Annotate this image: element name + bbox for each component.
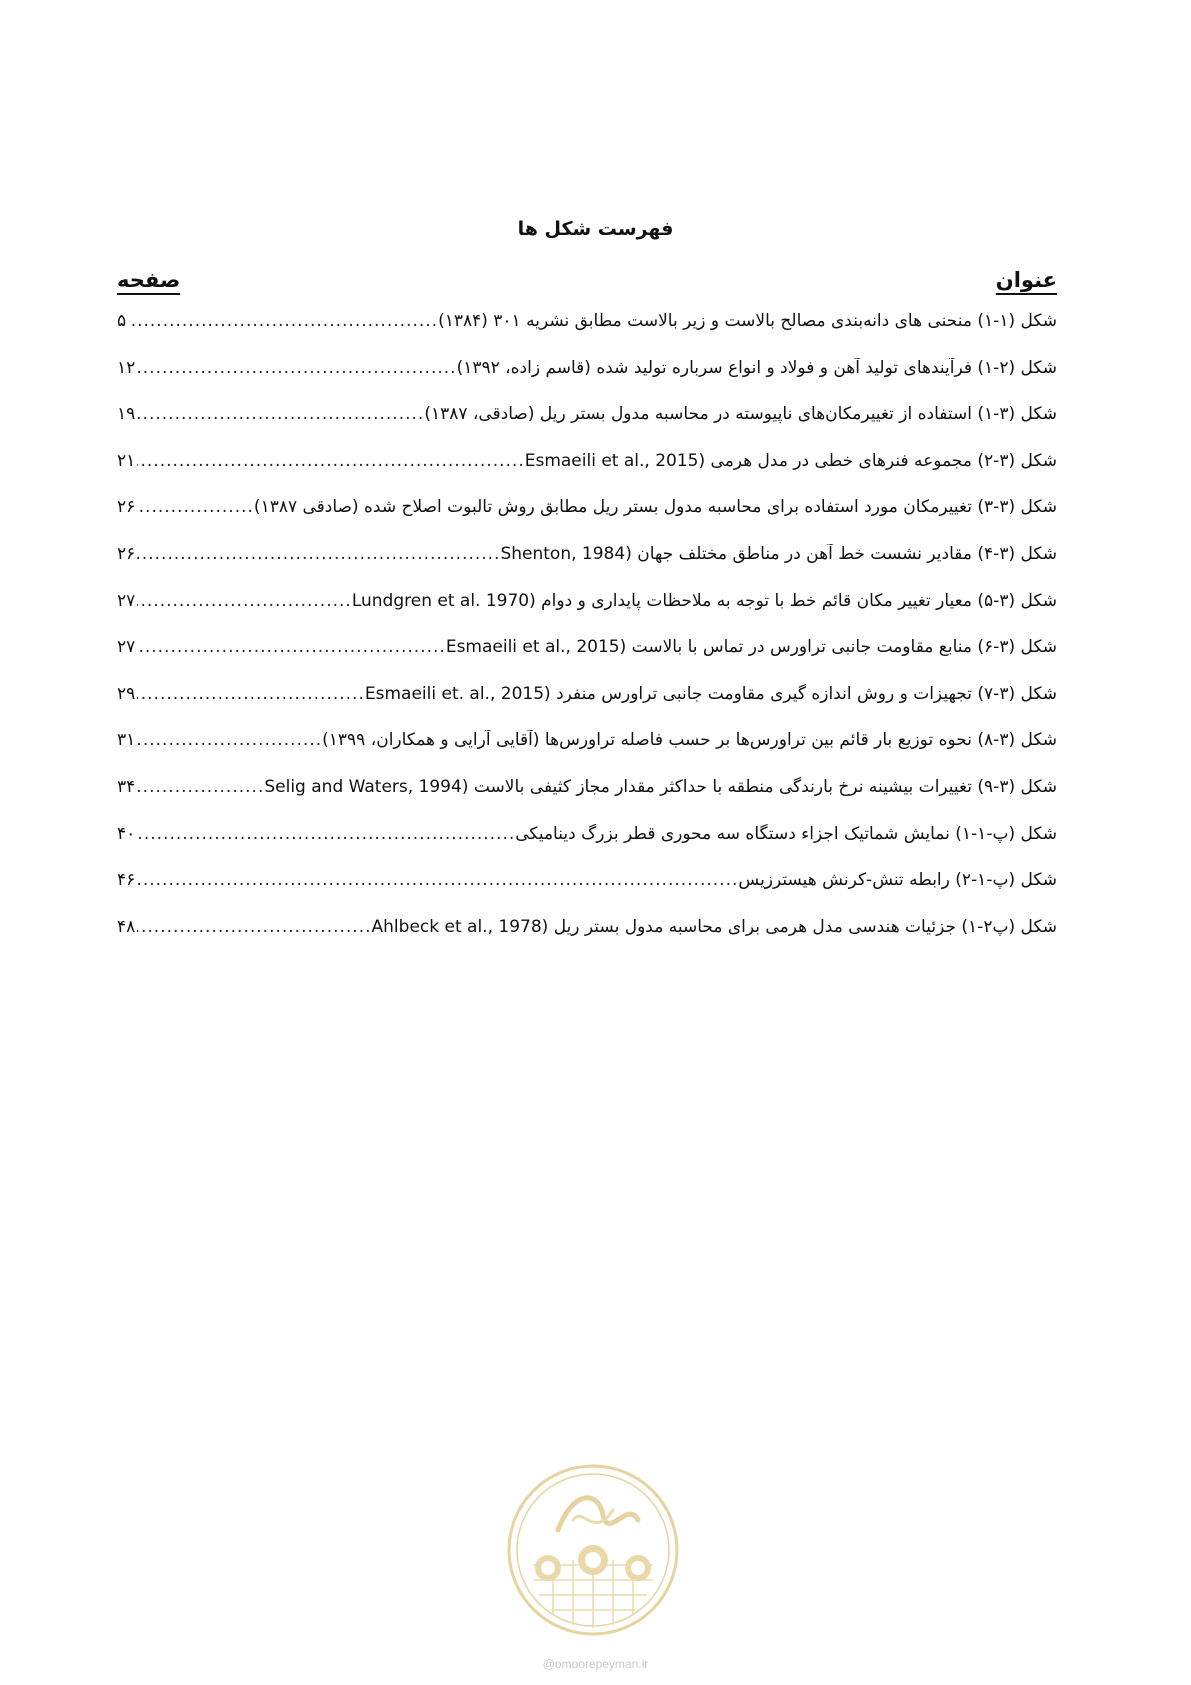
- toc-entry-page: ۱۲: [117, 357, 136, 378]
- toc-entry-title: شکل (پ-۱-۲) رابطه تنش-کرنش هیسترزیس: [738, 870, 1057, 891]
- dot-leader: [137, 824, 515, 844]
- toc-entry-page: ۳۱: [117, 730, 136, 751]
- toc-entry[interactable]: [117, 777, 1057, 824]
- toc-entry-title: شکل (۱-۱) منحنی های دانه‌بندی مصالح بالاست و زیر بالاست مطابق نشریه ۳۰۱ (۱۳۸۴): [438, 311, 1057, 331]
- toc-entry-page: ۲۶: [117, 497, 136, 518]
- toc-entry[interactable]: [117, 637, 1057, 684]
- watermark-site-text: @omoorepeyman.ir: [542, 1657, 649, 1671]
- toc-entry[interactable]: [117, 451, 1057, 498]
- dot-leader: [137, 684, 365, 704]
- toc-entry-title: شکل (۳-۱) استفاده از تغییرمکان‌های ناپیوسته در محاسبه مدول بستر ریل (صادقی، ۱۳۸۷): [424, 404, 1057, 425]
- toc-entry[interactable]: [117, 497, 1057, 544]
- toc-entry-title: شکل (۳-۴) مقادیر نشست خط آهن در مناطق مختلف جهان (Shenton, 1984: [500, 543, 1057, 564]
- toc-entry-page: ۲۹: [117, 683, 136, 704]
- toc-entry-title: شکل (۳-۲) مجموعه فنرهای خطی در مدل هرمی (Esmaeili et al., 2015: [524, 450, 1057, 471]
- toc-entry-title: شکل (۳-۳) تغییرمکان مورد استفاده برای محاسبه مدول بستر ریل مطابق روش تالبوت اصلاح شده (صادقی ۱۳۸۷): [253, 497, 1057, 518]
- toc-entry-page: ۲۷: [117, 637, 136, 658]
- dot-leader: [137, 777, 264, 797]
- dot-leader: [137, 870, 738, 890]
- dot-leader: [137, 544, 500, 564]
- toc-entry-page: ۴۸: [117, 916, 136, 937]
- dot-leader: [128, 311, 438, 331]
- toc-entry-title: شکل (۳-۶) منابع مقاومت جانبی تراورس در تماس با بالاست (Esmaeili et al., 2015: [445, 637, 1057, 658]
- toc-entry-title: شکل (۳-۵) معیار تغییر مکان قائم خط با توجه به ملاحظات پایداری و دوام (Lundgren et al. 1970: [351, 590, 1057, 611]
- toc-entry-page: ۲۷: [117, 590, 136, 611]
- dot-leader: [137, 591, 352, 611]
- toc-entry[interactable]: [117, 404, 1057, 451]
- toc-entry[interactable]: [117, 358, 1057, 405]
- toc-entry-title: شکل (۳-۸) نحوه توزیع بار قائم بین تراورس‌ها بر حسب فاصله تراورس‌ها (آقایی آرایی و همکاران، ۱۳۹۹): [322, 730, 1057, 751]
- toc-entry-page: ۴۶: [117, 870, 136, 891]
- dot-leader: [137, 358, 456, 378]
- toc-entry-title: شکل (۳-۹) تغییرات بیشینه نرخ بارندگی منطقه با حداکثر مقدار مجاز کثیفی بالاست (Selig and Waters, 1994: [264, 776, 1057, 797]
- dot-leader: [137, 917, 371, 937]
- toc-entry-page: ۵: [117, 311, 127, 331]
- toc-entry-page: ۳۴: [117, 776, 136, 797]
- column-page-header: صفحه: [117, 268, 181, 292]
- toc-entry-page: ۲۶: [117, 543, 136, 564]
- dot-leader: [137, 497, 254, 517]
- toc-entry-title: شکل (پ۲-۱) جزئیات هندسی مدل هرمی برای محاسبه مدول بستر ریل (Ahlbeck et al., 1978: [371, 916, 1057, 937]
- dot-leader: [137, 404, 424, 424]
- toc-entry[interactable]: [117, 311, 1057, 358]
- toc-entry-title: شکل (۲-۱) فرآیندهای تولید آهن و فولاد و انواع سرباره تولید شده (قاسم زاده، ۱۳۹۲): [456, 357, 1057, 378]
- dot-leader: [137, 637, 446, 657]
- toc-entry-page: ۲۱: [117, 450, 136, 471]
- toc-entry-title: شکل (پ-۱-۱) نمایش شماتیک اجزاء دستگاه سه محوری قطر بزرگ دینامیکی: [515, 823, 1057, 844]
- dot-leader: [137, 730, 322, 750]
- toc-entry-page: ۴۰: [117, 823, 136, 844]
- toc-entry[interactable]: [117, 591, 1057, 638]
- toc-entry[interactable]: [117, 917, 1057, 964]
- toc-entry[interactable]: [117, 824, 1057, 871]
- watermark-logo-icon: [503, 1460, 683, 1640]
- figure-list: [117, 311, 1057, 963]
- page-title: فهرست شکل ها: [517, 218, 674, 240]
- toc-entry[interactable]: [117, 684, 1057, 731]
- toc-entry-page: ۱۹: [117, 404, 136, 425]
- toc-entry[interactable]: [117, 544, 1057, 591]
- column-headers: [117, 268, 1057, 302]
- toc-entry[interactable]: [117, 870, 1057, 917]
- toc-entry-title: شکل (۳-۷) تجهیزات و روش اندازه گیری مقاومت جانبی تراورس منفرد (Esmaeili et. al., 2015: [364, 683, 1057, 704]
- toc-entry[interactable]: [117, 730, 1057, 777]
- dot-leader: [137, 451, 524, 471]
- column-title-header: عنوان: [995, 268, 1057, 292]
